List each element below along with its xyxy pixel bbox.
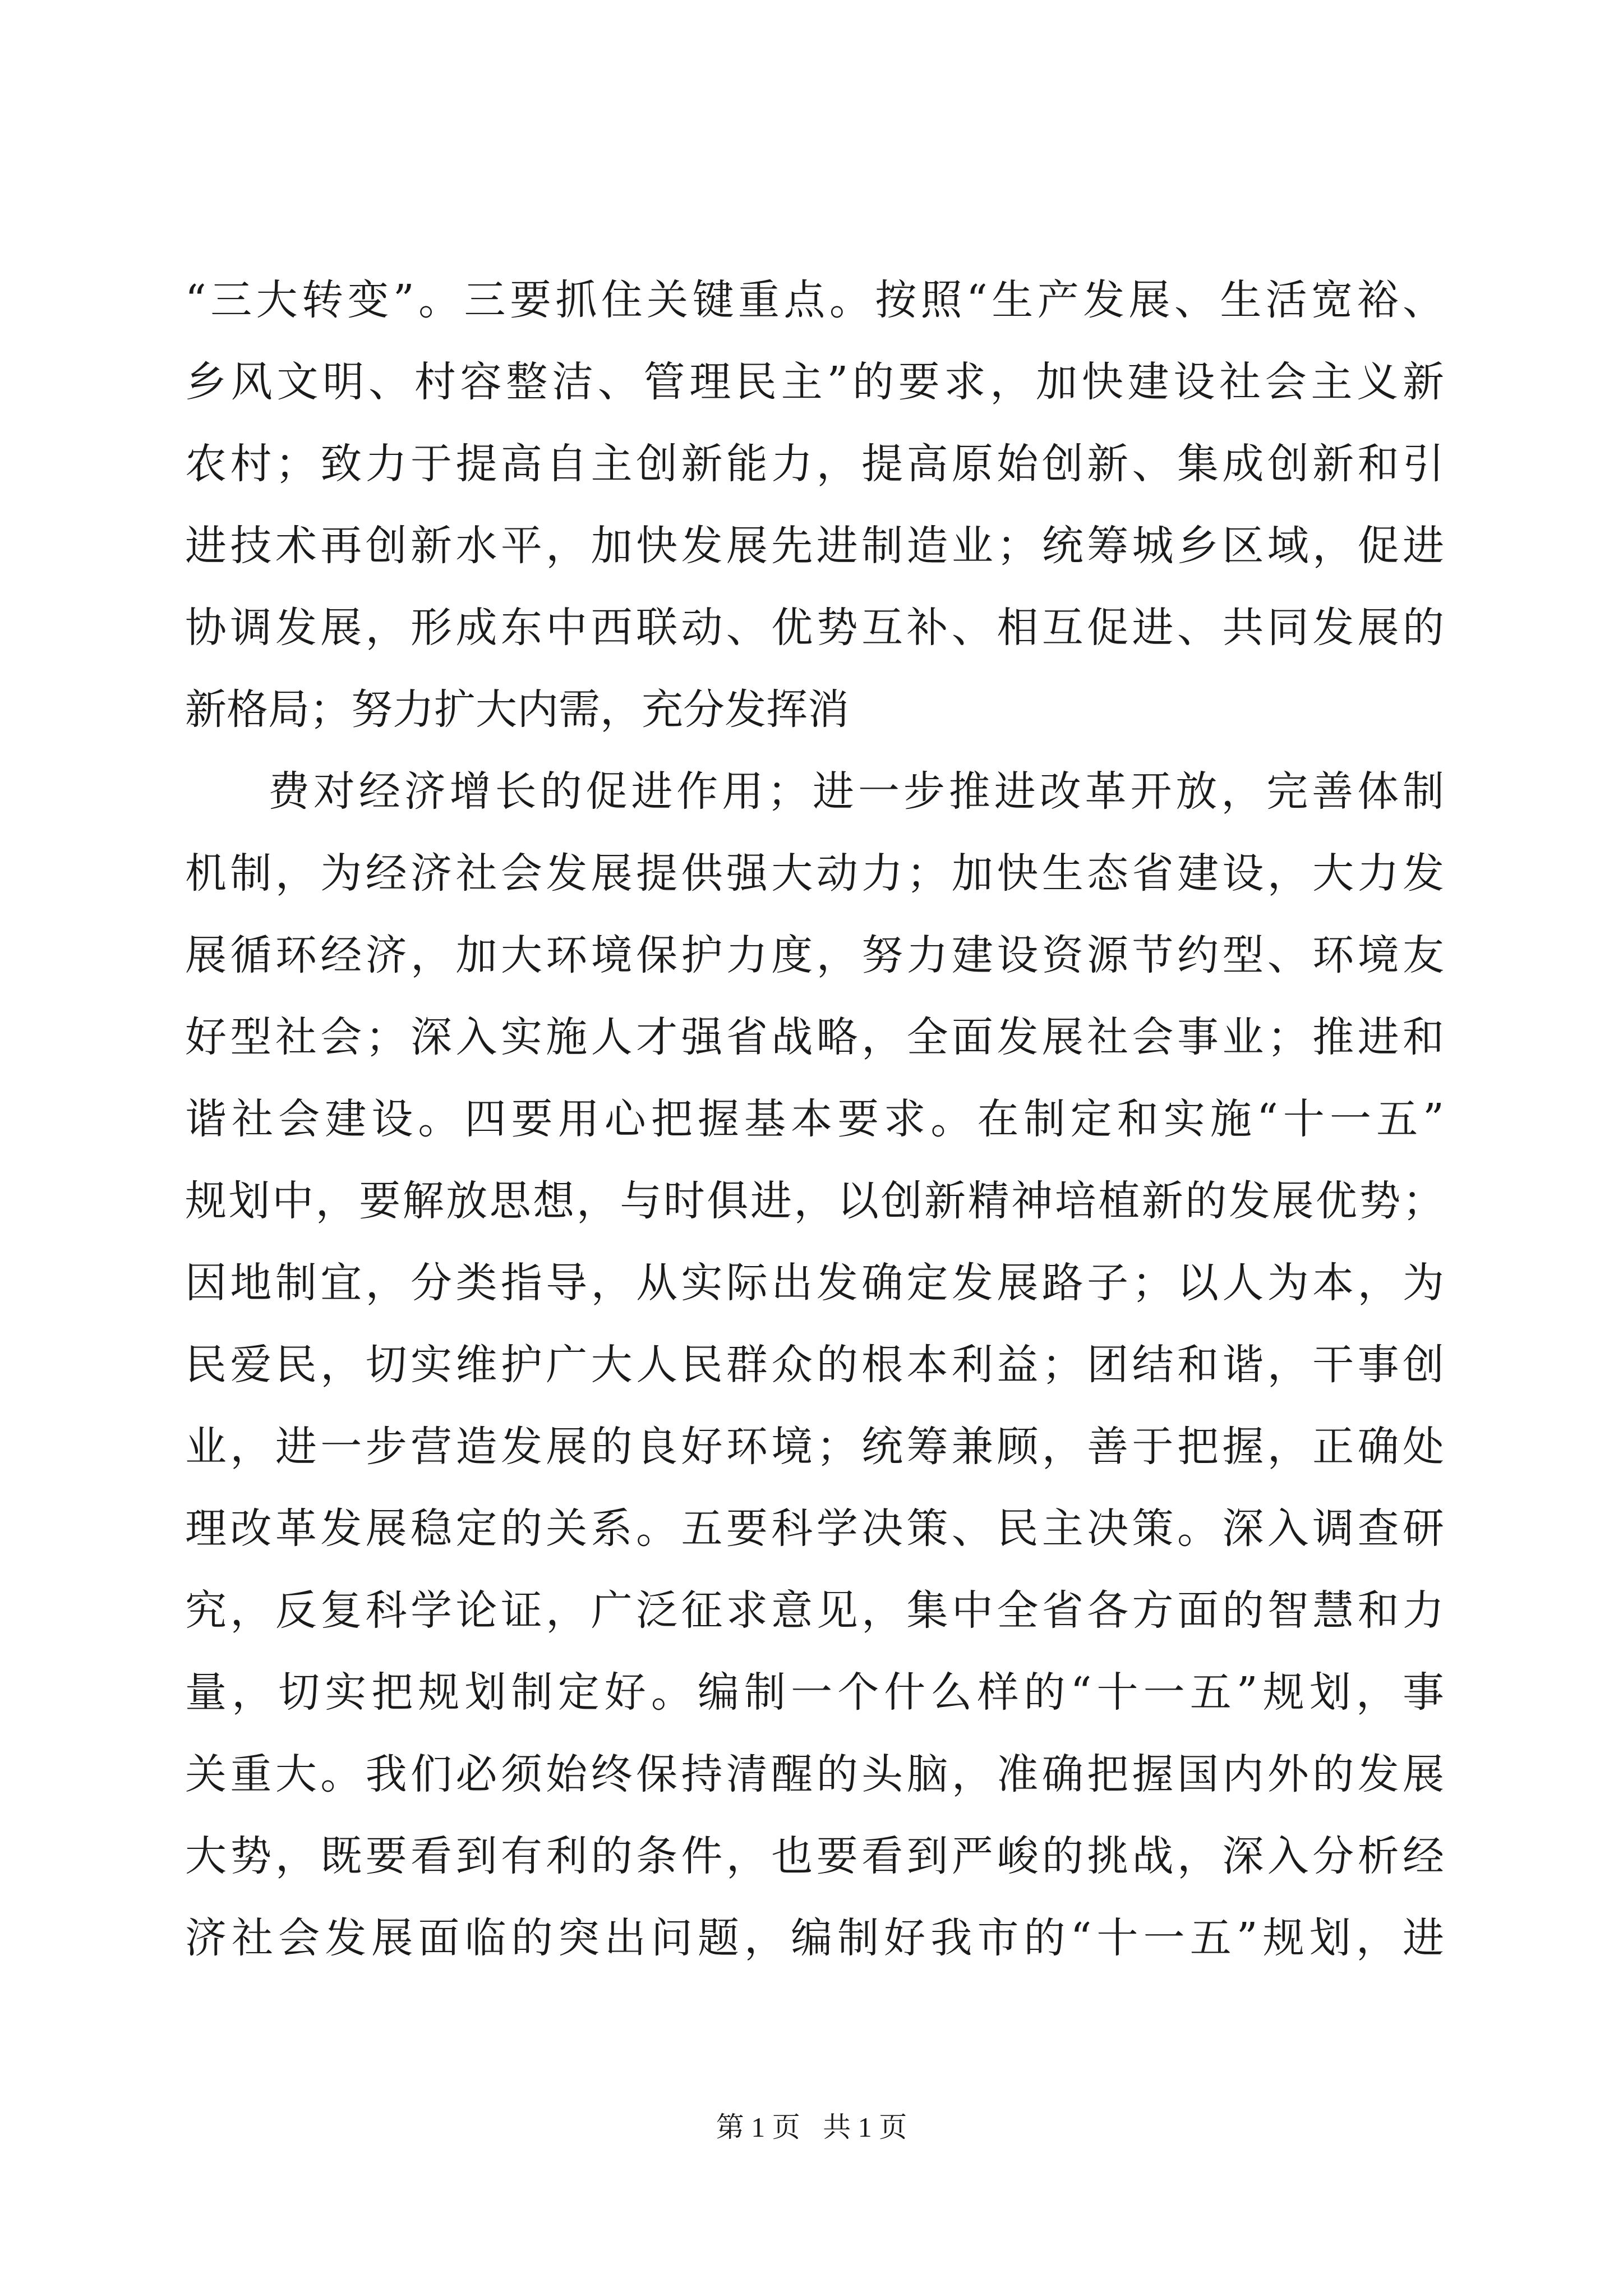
paragraph-line: 理改革发展稳定的关系。五要科学决策、民主决策。深入调查研 <box>185 1504 1444 1553</box>
paragraph-line: 究，反复科学论证，广泛征求意见，集中全省各方面的智慧和力 <box>185 1586 1444 1635</box>
paragraph-line: 好型社会；深入实施人才强省战略，全面发展社会事业；推进和 <box>185 1013 1444 1061</box>
paragraph-line: 量，切实把规划制定好。编制一个什么样的“十一五”规划，事 <box>185 1668 1444 1717</box>
paragraph-line: 谐社会建设。四要用心把握基本要求。在制定和实施“十一五” <box>185 1095 1444 1143</box>
paragraph-line: 新格局；努力扩大内需，充分发挥消 <box>185 685 849 734</box>
paragraph-line: 规划中，要解放思想，与时俱进，以创新精神培植新的发展优势； <box>185 1177 1444 1225</box>
paragraph-line: 关重大。我们必须始终保持清醒的头脑，准确把握国内外的发展 <box>185 1750 1444 1798</box>
paragraph-line: 协调发展，形成东中西联动、优势互补、相互促进、共同发展的 <box>185 604 1444 652</box>
paragraph-line: 农村；致力于提高自主创新能力，提高原始创新、集成创新和引 <box>185 440 1444 488</box>
paragraph-line: “三大转变”。三要抓住关键重点。按照“生产发展、生活宽裕、 <box>185 276 1444 324</box>
paragraph-line: 乡风文明、村容整洁、管理民主”的要求，加快建设社会主义新 <box>185 358 1444 406</box>
page-footer <box>0 2105 1623 2145</box>
paragraph-line: 业，进一步营造发展的良好环境；统筹兼顾，善于把握，正确处 <box>185 1423 1444 1471</box>
page-total: 共 1 页 <box>823 2111 907 2143</box>
paragraph-line: 因地制宜，分类指导，从实际出发确定发展路子；以人为本，为 <box>185 1259 1444 1307</box>
page-number: 第 1 页 <box>716 2111 800 2143</box>
paragraph-line: 机制，为经济社会发展提供强大动力；加快生态省建设，大力发 <box>185 849 1444 898</box>
paragraph-line: 济社会发展面临的突出问题，编制好我市的“十一五”规划，进 <box>185 1914 1444 1962</box>
body-text <box>185 259 1444 1979</box>
paragraph-line: 大势，既要看到有利的条件，也要看到严峻的挑战，深入分析经 <box>185 1832 1444 1880</box>
paragraph-2 <box>185 751 1444 1979</box>
paragraph-line: 费对经济增长的促进作用；进一步推进改革开放，完善体制 <box>268 767 1444 816</box>
paragraph-1 <box>185 259 1444 751</box>
paragraph-line: 展循环经济，加大环境保护力度，努力建设资源节约型、环境友 <box>185 931 1444 979</box>
paragraph-line: 进技术再创新水平，加快发展先进制造业；统筹城乡区域，促进 <box>185 522 1444 570</box>
paragraph-line: 民爱民，切实维护广大人民群众的根本利益；团结和谐，干事创 <box>185 1341 1444 1389</box>
